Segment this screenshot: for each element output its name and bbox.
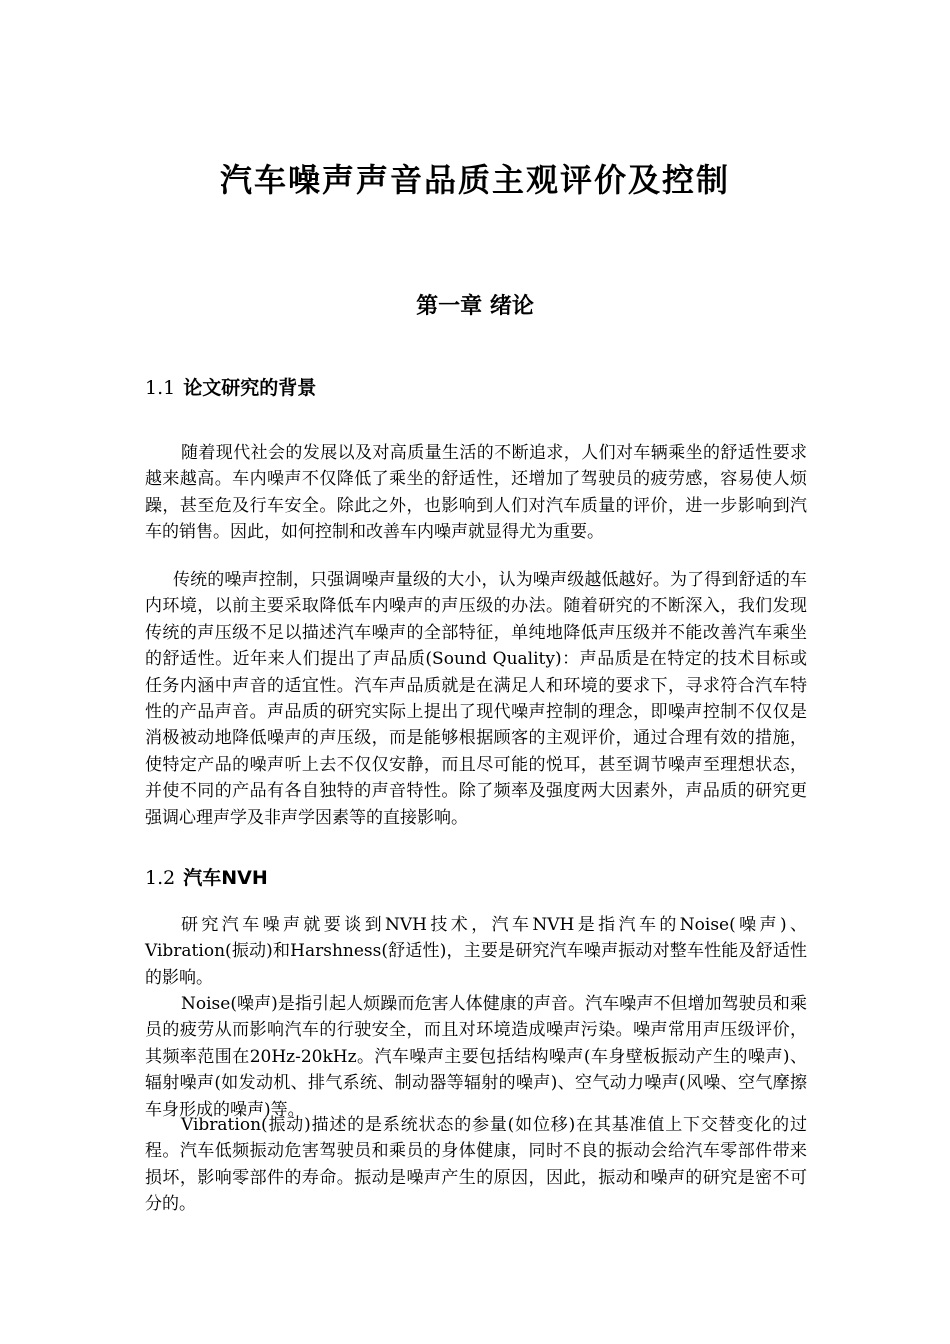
paragraph: Noise(噪声)是指引起人烦躁而危害人体健康的声音。汽车噪声不但增加驾驶员和乘员的疲劳从而影响汽车的行驶安全，而且对环境造成噪声污染。噪声常用声压级评价，其频率范围在20Hz-20kHz。汽车噪声主要包括结构噪声(车身壁板振动产生的噪声)、辐射噪声(如发动机、排气系统、制动器等辐射的噪声)、空气动力噪声(风噪、空气摩擦车身形成的噪声)等。 [145,994,807,1120]
section-title: 汽车NVH [183,867,268,889]
section-heading-1-1 [145,374,805,402]
document-title: 汽车噪声声音品质主观评价及控制 [219,161,730,199]
paragraph: 随着现代社会的发展以及对高质量生活的不断追求，人们对车辆乘坐的舒适性要求越来越高。车内噪声不仅降低了乘坐的舒适性，还增加了驾驶员的疲劳感，容易使人烦躁，甚至危及行车安全。除此之外，也影响到人们对汽车质量的评价，进一步影响到汽车的销售。因此，如何控制和改善车内噪声就显得尤为重要。 [145,443,807,543]
section-number: 1.1 [145,377,176,399]
section-title: 论文研究的背景 [183,377,317,399]
section-heading-1-2 [145,864,805,892]
paragraph: 传统的噪声控制，只强调噪声量级的大小，认为噪声级越低越好。为了得到舒适的车内环境，以前主要采取降低车内噪声的声压级的办法。随着研究的不断深入，我们发现传统的声压级不足以描述汽车噪声的全部特征，单纯地降低声压级并不能改善汽车乘坐的舒适性。近年来人们提出了声品质(Sound Quality)：声品质是在特定的技术目标或任务内涵中声音的适宜性。汽车声品质就是在满足人和环境的要求下，寻求符合汽车特性的产品声音。声品质的研究实际上提出了现代噪声控制的理念，即噪声控制不仅仅是消极被动地降低噪声的声压级，而是能够根据顾客的主观评价，通过合理有效的措施，使特定产品的噪声听上去不仅仅安静，而且尽可能的悦耳，甚至调节噪声至理想状态，并使不同的产品有各自独特的声音特性。除了频率及强度两大因素外，声品质的研究更强调心理声学及非声学因素等的直接影响。 [145,570,807,828]
chapter-heading: 第一章 绪论 [416,294,534,319]
section-number: 1.2 [145,867,176,889]
paragraph: 研究汽车噪声就要谈到NVH技术，汽车NVH是指汽车的Noise(噪声)、Vibration(振动)和Harshness(舒适性)，主要是研究汽车噪声振动对整车性能及舒适性的影响。 [145,915,807,988]
paragraph: Vibration(振动)描述的是系统状态的参量(如位移)在其基准值上下交替变化的过程。汽车低频振动危害驾驶员和乘员的身体健康，同时不良的振动会给汽车零部件带来损坏，影响零部件的寿命。振动是噪声产生的原因，因此，振动和噪声的研究是密不可分的。 [145,1115,807,1215]
